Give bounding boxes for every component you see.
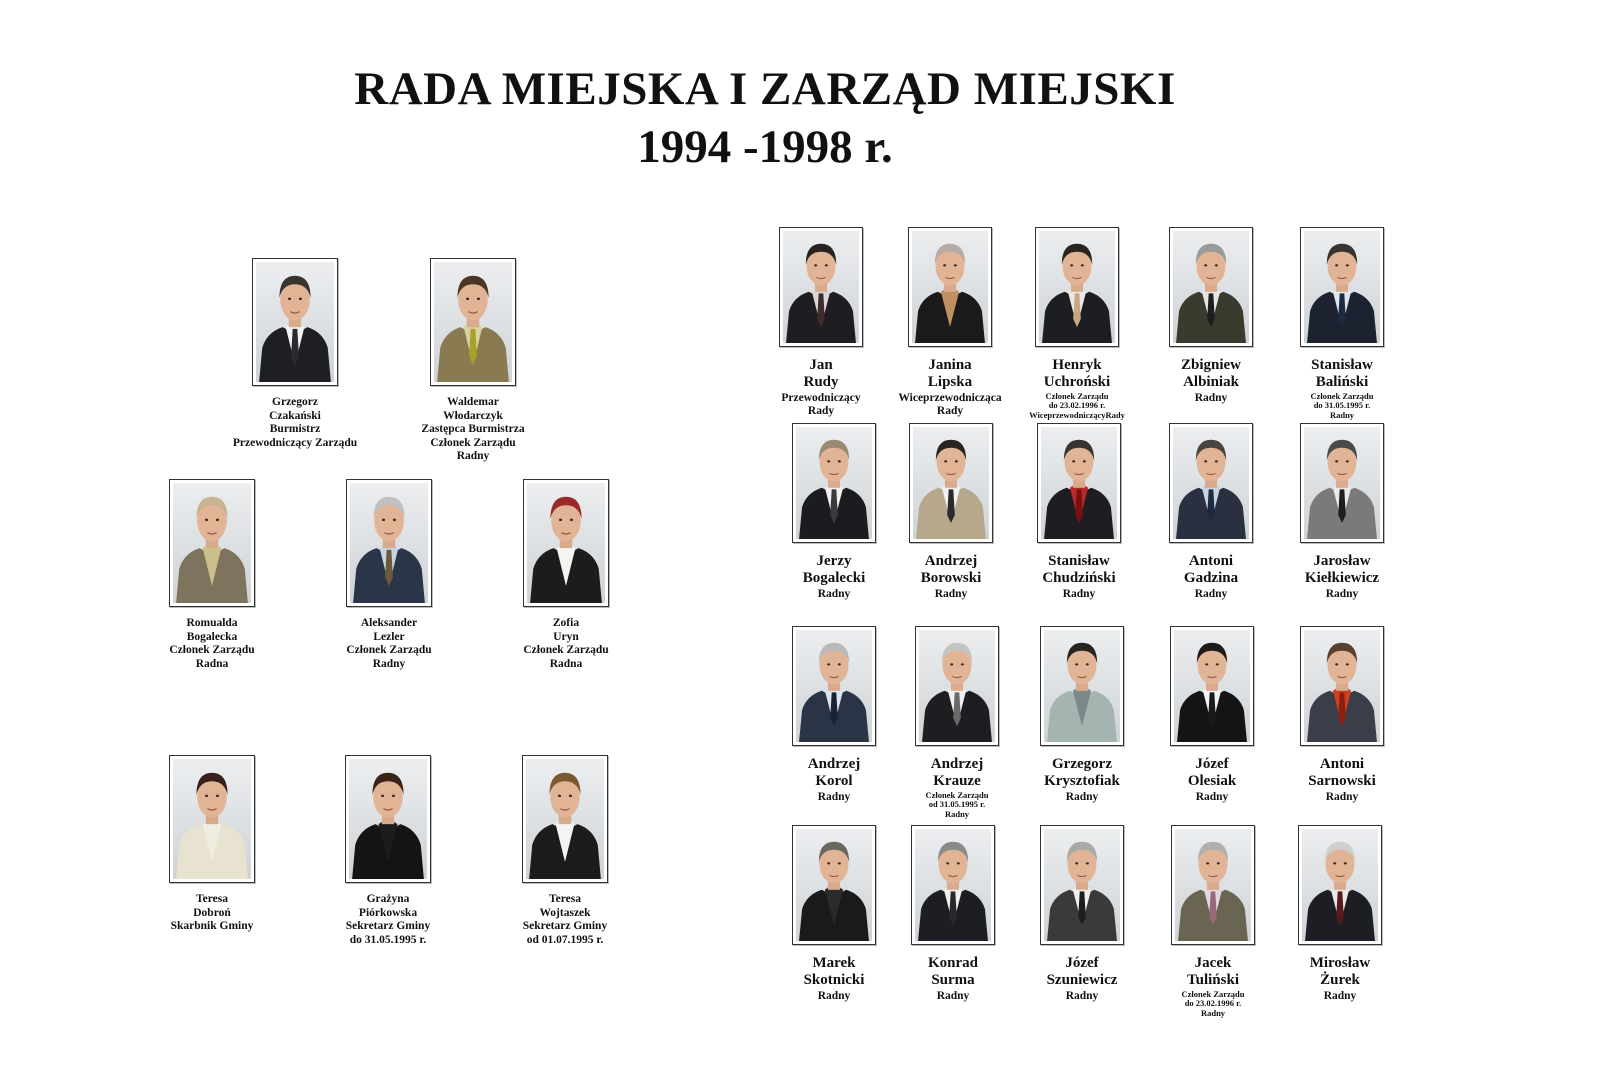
- first-name: Stanisław: [1048, 553, 1110, 569]
- caption: [1142, 756, 1282, 804]
- role-line: Wiceprzewodnicząca: [898, 391, 1002, 404]
- last-name: Krysztofiak: [1044, 773, 1120, 790]
- role-line: Członek Zarządu: [1045, 390, 1109, 401]
- photo-frame: [915, 626, 999, 746]
- portrait-photo: [1044, 829, 1120, 941]
- caption: [751, 357, 891, 419]
- portrait-photo: [434, 262, 512, 382]
- portrait-photo: [349, 759, 427, 879]
- portrait-photo: [1044, 630, 1120, 742]
- first-name: Jarosław: [1313, 553, 1371, 569]
- last-name: Albiniak: [1183, 374, 1239, 391]
- board-member-card: [112, 479, 312, 671]
- last-name: Żurek: [1320, 972, 1360, 989]
- last-name: Korol: [815, 773, 853, 790]
- photo-frame: [1300, 227, 1384, 347]
- last-name: Surma: [931, 972, 975, 989]
- council-member-card: [887, 626, 1027, 820]
- caption-line: Radny: [372, 657, 406, 670]
- caption-line: Radna: [549, 657, 583, 670]
- council-member-card: [1272, 626, 1412, 804]
- first-name: Grzegorz: [1052, 756, 1112, 772]
- caption: [373, 396, 573, 464]
- caption-line: Członek Zarządu: [169, 644, 255, 657]
- caption-line: Burmistrz: [269, 423, 321, 436]
- role-line: Przewodniczący: [781, 391, 861, 404]
- caption-line: Członek Zarządu: [430, 436, 516, 449]
- board-member-card: [195, 258, 395, 450]
- role-line: do 31.05.1995 r.: [1313, 400, 1371, 411]
- caption-line: Członek Zarządu: [346, 644, 432, 657]
- caption-line: Uryn: [553, 630, 579, 643]
- caption: [466, 617, 666, 671]
- first-name: Konrad: [927, 955, 978, 971]
- council-member-card: [883, 825, 1023, 1003]
- role-line: Radny: [1065, 790, 1099, 803]
- portrait-photo: [1304, 427, 1380, 539]
- caption-line: Członek Zarządu: [523, 644, 609, 657]
- caption: [1141, 553, 1281, 601]
- last-name: Bogalecki: [802, 570, 866, 587]
- last-name: Borowski: [920, 570, 982, 587]
- board-member-card: [373, 258, 573, 464]
- last-name: Skotnicki: [803, 972, 865, 989]
- council-member-card: [1272, 423, 1412, 601]
- role-line: Radny: [1325, 790, 1359, 803]
- photo-frame: [1300, 626, 1384, 746]
- first-name: Andrzej: [807, 756, 861, 772]
- council-member-card: [1270, 825, 1410, 1003]
- caption-line: Radny: [456, 450, 490, 463]
- caption: [289, 617, 489, 671]
- caption: [764, 756, 904, 804]
- board-member-card: [465, 755, 665, 947]
- caption: [288, 893, 488, 947]
- caption-line: Przewodniczący Zarządu: [232, 436, 358, 449]
- portrait-photo: [1304, 231, 1380, 343]
- first-name: Zbigniew: [1180, 357, 1241, 373]
- caption: [1272, 756, 1412, 804]
- last-name: Olesiak: [1187, 773, 1237, 790]
- portrait-photo: [796, 630, 872, 742]
- last-name: Kiełkiewicz: [1304, 570, 1380, 587]
- last-name: Chudziński: [1042, 570, 1116, 587]
- role-line: Radny: [934, 587, 968, 600]
- first-name: Janina: [928, 357, 972, 373]
- council-member-card: [1272, 227, 1412, 421]
- board-member-card: [289, 479, 489, 671]
- first-name: Stanisław: [1311, 357, 1373, 373]
- caption: [112, 617, 312, 671]
- portrait-photo: [913, 427, 989, 539]
- photo-frame: [252, 258, 338, 386]
- caption-line: Bogalecka: [186, 630, 238, 643]
- last-name: Baliński: [1315, 374, 1369, 391]
- caption-line: Romualda: [186, 617, 238, 629]
- photo-frame: [523, 479, 609, 607]
- role-line: do 23.02.1996 r.: [1048, 400, 1106, 411]
- caption-line: Czakański: [269, 409, 321, 422]
- caption-line: Piórkowska: [358, 906, 418, 919]
- role-line: Radny: [1200, 1008, 1226, 1019]
- caption: [1141, 357, 1281, 405]
- caption-line: Skarbnik Gminy: [170, 920, 254, 933]
- photo-frame: [1298, 825, 1382, 945]
- role-line: Radny: [817, 790, 851, 803]
- photo-frame: [522, 755, 608, 883]
- photo-frame: [1170, 626, 1254, 746]
- council-member-card: [881, 423, 1021, 601]
- council-member-card: [1143, 825, 1283, 1019]
- caption: [465, 893, 665, 947]
- caption: [883, 955, 1023, 1003]
- portrait-photo: [1173, 427, 1249, 539]
- caption: [1012, 955, 1152, 1003]
- caption-line: Sekretarz Gminy: [522, 920, 608, 933]
- caption-line: Dobroń: [193, 906, 231, 919]
- caption: [112, 893, 312, 934]
- council-member-card: [1141, 227, 1281, 405]
- caption: [195, 396, 395, 450]
- council-member-card: [1012, 825, 1152, 1003]
- portrait-photo: [527, 483, 605, 603]
- photo-frame: [779, 227, 863, 347]
- role-line: Radny: [817, 587, 851, 600]
- portrait-photo: [1174, 630, 1250, 742]
- photo-frame: [792, 626, 876, 746]
- page-subtitle-years: 1994 -1998 r.: [637, 121, 893, 173]
- photo-frame: [345, 755, 431, 883]
- portrait-photo: [796, 427, 872, 539]
- caption: [1270, 955, 1410, 1003]
- photo-frame: [909, 423, 993, 543]
- caption: [1143, 955, 1283, 1019]
- last-name: Szuniewicz: [1046, 972, 1118, 989]
- first-name: Jerzy: [816, 553, 852, 569]
- caption-line: do 31.05.1995 r.: [349, 933, 427, 946]
- photo-frame: [911, 825, 995, 945]
- portrait-photo: [1039, 231, 1115, 343]
- caption-line: Waldemar: [447, 396, 499, 408]
- last-name: Krauze: [933, 773, 981, 790]
- role-line: Radny: [1194, 587, 1228, 600]
- caption-line: Teresa: [549, 893, 581, 905]
- caption: [1009, 553, 1149, 601]
- caption: [1007, 357, 1147, 421]
- caption-line: Włodarczyk: [443, 409, 503, 422]
- portrait-photo: [915, 829, 991, 941]
- photo-frame: [430, 258, 516, 386]
- caption-line: Grażyna: [366, 893, 410, 905]
- caption: [887, 756, 1027, 820]
- portrait-photo: [256, 262, 334, 382]
- caption-line: Teresa: [196, 893, 228, 905]
- photo-frame: [1035, 227, 1119, 347]
- portrait-photo: [173, 483, 251, 603]
- portrait-photo: [350, 483, 428, 603]
- role-line: Radny: [817, 989, 851, 1002]
- caption-line: Zofia: [552, 617, 580, 629]
- portrait-photo: [173, 759, 251, 879]
- council-member-card: [1009, 423, 1149, 601]
- board-member-card: [466, 479, 666, 671]
- caption-line: Sekretarz Gminy: [345, 920, 431, 933]
- first-name: Antoni: [1319, 756, 1365, 772]
- last-name: Sarnowski: [1308, 773, 1376, 790]
- council-member-card: [751, 227, 891, 419]
- caption-line: Zastępca Burmistrza: [421, 423, 525, 436]
- photo-frame: [792, 825, 876, 945]
- role-line: Członek Zarządu: [925, 789, 989, 800]
- role-line: Radny: [1325, 587, 1359, 600]
- photo-frame: [346, 479, 432, 607]
- photo-frame: [1040, 626, 1124, 746]
- caption: [1012, 756, 1152, 804]
- photo-frame: [1171, 825, 1255, 945]
- first-name: Jacek: [1194, 955, 1232, 971]
- role-line: Radny: [944, 809, 970, 820]
- council-member-card: [764, 626, 904, 804]
- photo-frame: [1037, 423, 1121, 543]
- caption-line: Wojtaszek: [539, 906, 591, 919]
- role-line: Radny: [1194, 391, 1228, 404]
- role-line: Radny: [936, 989, 970, 1002]
- photo-frame: [792, 423, 876, 543]
- first-name: Antoni: [1188, 553, 1234, 569]
- role-line: Radny: [1329, 410, 1355, 421]
- portrait-photo: [1041, 427, 1117, 539]
- board-member-card: [112, 755, 312, 934]
- caption: [880, 357, 1020, 419]
- council-member-card: [1142, 626, 1282, 804]
- role-line: Członek Zarządu: [1310, 390, 1374, 401]
- board-member-card: [288, 755, 488, 947]
- last-name: Lipska: [927, 374, 973, 391]
- last-name: Gadzina: [1183, 570, 1239, 587]
- role-line: Radny: [1195, 790, 1229, 803]
- first-name: Marek: [812, 955, 856, 971]
- portrait-photo: [1304, 630, 1380, 742]
- first-name: Józef: [1195, 756, 1229, 772]
- role-line: WiceprzewodniczącyRady: [1029, 410, 1125, 421]
- portrait-photo: [912, 231, 988, 343]
- first-name: Henryk: [1052, 357, 1102, 373]
- first-name: Mirosław: [1309, 955, 1371, 971]
- council-member-card: [1012, 626, 1152, 804]
- council-member-card: [880, 227, 1020, 419]
- first-name: Jan: [809, 357, 833, 373]
- caption-line: Grzegorz: [272, 396, 318, 408]
- portrait-photo: [919, 630, 995, 742]
- portrait-photo: [1175, 829, 1251, 941]
- caption: [881, 553, 1021, 601]
- first-name: Andrzej: [930, 756, 984, 772]
- caption-line: Lezler: [373, 630, 405, 643]
- last-name: Rudy: [803, 374, 839, 391]
- photo-frame: [1300, 423, 1384, 543]
- council-member-card: [1141, 423, 1281, 601]
- last-name: Uchroński: [1043, 374, 1111, 391]
- first-name: Józef: [1065, 955, 1099, 971]
- caption-line: od 01.07.1995 r.: [526, 933, 604, 946]
- portrait-photo: [1173, 231, 1249, 343]
- role-line: od 31.05.1995 r.: [928, 799, 986, 810]
- first-name: Andrzej: [924, 553, 978, 569]
- photo-frame: [169, 755, 255, 883]
- caption-line: Radna: [195, 657, 229, 670]
- photo-frame: [169, 479, 255, 607]
- caption: [1272, 553, 1412, 601]
- last-name: Tuliński: [1187, 972, 1239, 989]
- page-title: RADA MIEJSKA I ZARZĄD MIEJSKI: [354, 63, 1176, 115]
- caption: [1272, 357, 1412, 421]
- role-line: Radny: [1323, 989, 1357, 1002]
- photo-frame: [1169, 227, 1253, 347]
- photo-frame: [908, 227, 992, 347]
- role-line: Radny: [1062, 587, 1096, 600]
- role-line: Radny: [1065, 989, 1099, 1002]
- portrait-photo: [526, 759, 604, 879]
- photo-frame: [1169, 423, 1253, 543]
- photo-frame: [1040, 825, 1124, 945]
- role-line: Rady: [807, 405, 835, 418]
- council-member-card: [1007, 227, 1147, 421]
- portrait-photo: [1302, 829, 1378, 941]
- role-line: Członek Zarządu: [1181, 988, 1245, 999]
- portrait-photo: [796, 829, 872, 941]
- role-line: do 23.02.1996 r.: [1184, 998, 1242, 1009]
- role-line: Rady: [936, 405, 964, 418]
- caption-line: Aleksander: [360, 617, 418, 629]
- portrait-photo: [783, 231, 859, 343]
